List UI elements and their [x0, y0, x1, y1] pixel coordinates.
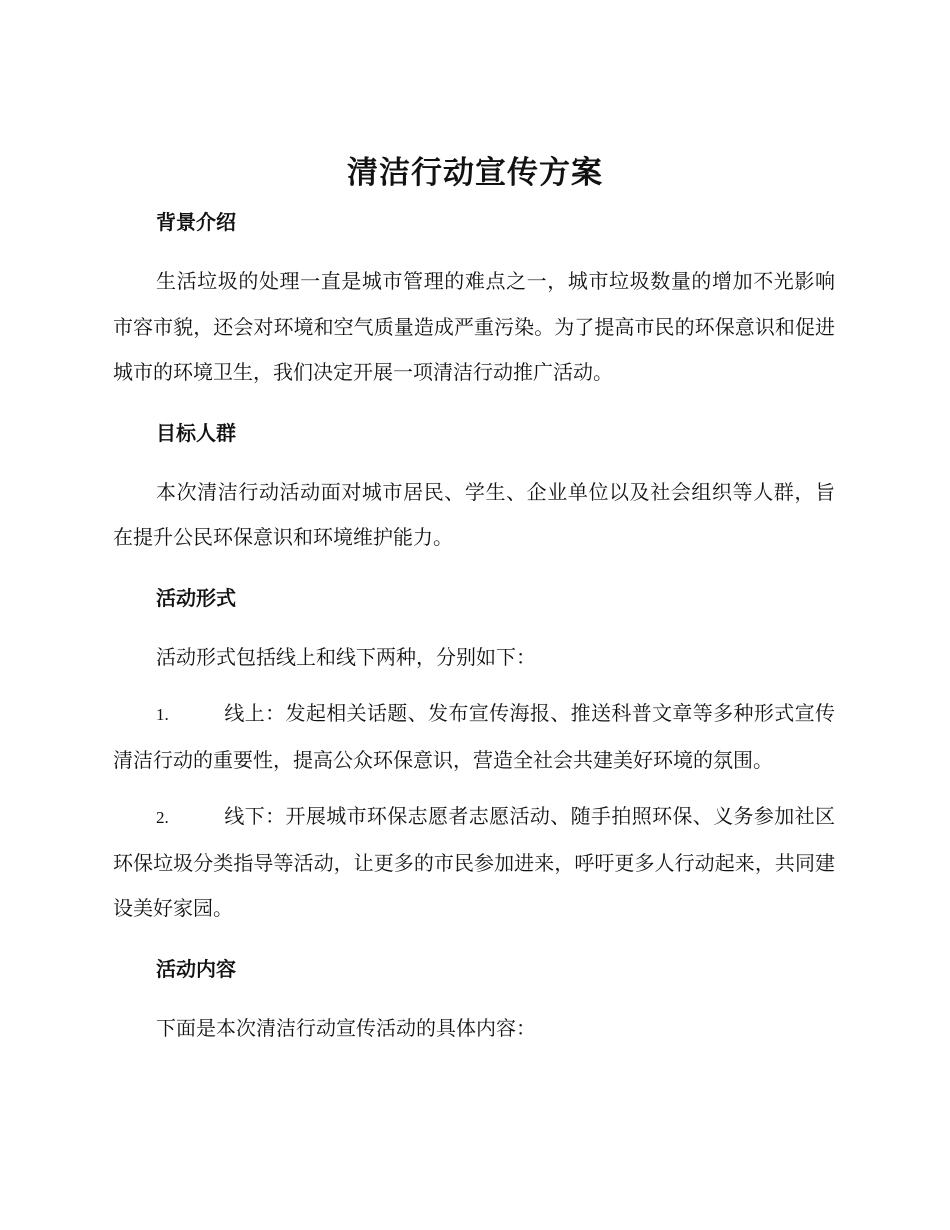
list-item — [113, 691, 835, 783]
section-audience — [113, 413, 835, 561]
section-format — [113, 578, 835, 932]
document-body — [113, 202, 835, 1051]
list-item — [113, 794, 835, 932]
list-number: 1. — [156, 705, 169, 724]
section-heading: 活动内容 — [156, 956, 236, 981]
list-number: 2. — [156, 808, 169, 827]
section-heading: 背景介绍 — [156, 210, 236, 234]
section-content — [113, 949, 835, 1052]
paragraph: 下面是本次清洁行动宣传活动的具体内容： — [156, 1015, 536, 1040]
list-text: 线上：发起相关话题、发布宣传海报、推送科普文章等多种形式宣传清洁行动的重要性，提高公众环保意识，营造全社会共建美好环境的氛围。 — [113, 701, 835, 772]
section-heading: 活动形式 — [156, 585, 236, 610]
paragraph: 本次清洁行动活动面对城市居民、学生、企业单位以及社会组织等人群，旨在提升公民环保意识和环境维护能力。 — [113, 479, 835, 549]
list-text: 线下：开展城市环保志愿者志愿活动、随手拍照环保、义务参加社区环保垃圾分类指导等活动，让更多的市民参加进来，呼吁更多人行动起来，共同建设美好家园。 — [113, 804, 835, 920]
paragraph: 活动形式包括线上和线下两种，分别如下： — [156, 644, 536, 669]
section-background — [113, 202, 835, 396]
document-title: 清洁行动宣传方案 — [347, 155, 603, 191]
section-heading: 目标人群 — [156, 420, 236, 445]
paragraph: 生活垃圾的处理一直是城市管理的难点之一，城市垃圾数量的增加不光影响市容市貌，还会对环境和空气质量造成严重污染。为了提高市民的环保意识和促进城市的环境卫生，我们决定开展一项清洁行动推广活动。 — [113, 269, 835, 384]
